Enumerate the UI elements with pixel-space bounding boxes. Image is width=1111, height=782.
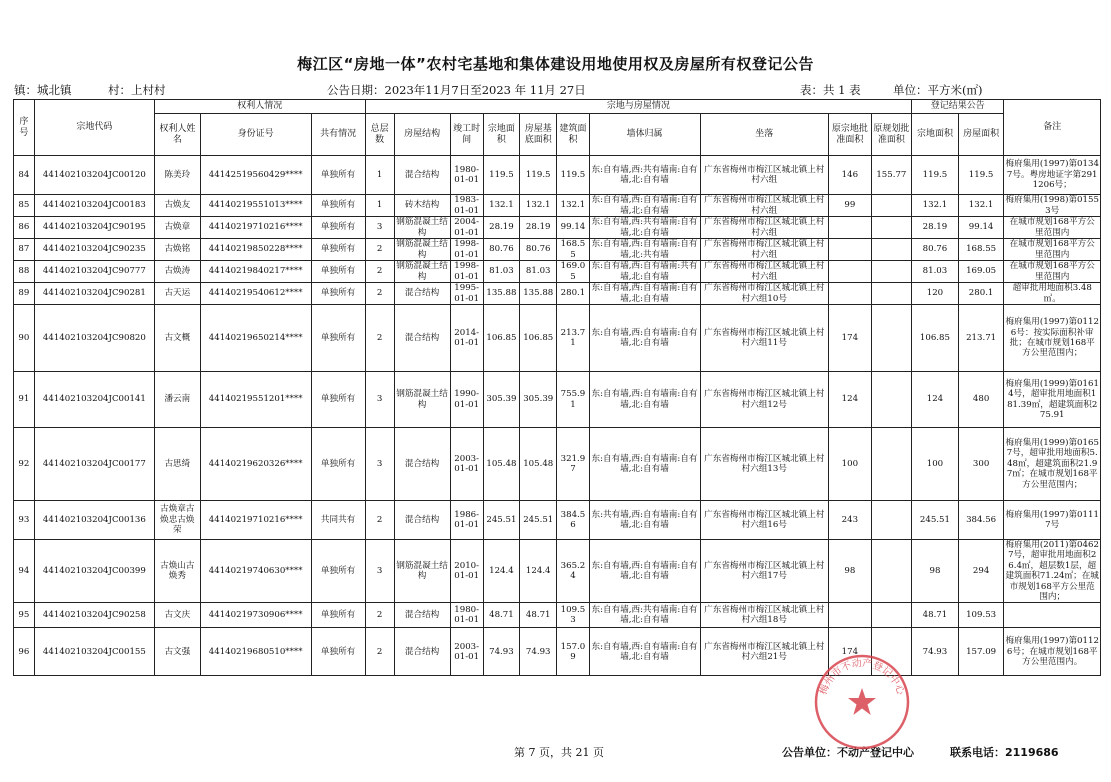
header-approved: 原宗地批准面积 (829, 114, 872, 156)
header-share: 共有情况 (311, 114, 365, 156)
cell-share: 单独所有 (311, 261, 365, 283)
cell-res-house: 99.14 (958, 217, 1004, 239)
cell-floors: 2 (365, 283, 394, 305)
cell-base-area: 81.03 (520, 261, 557, 283)
cell-base-area: 80.76 (520, 239, 557, 261)
cell-res-house: 384.56 (958, 501, 1004, 540)
cell-floors: 3 (365, 217, 394, 239)
cell-planned (871, 428, 912, 501)
cell-completed: 1986-01-01 (450, 501, 483, 540)
cell-share: 单独所有 (311, 628, 365, 676)
cell-land-area: 28.19 (483, 217, 519, 239)
cell-seq: 87 (14, 239, 35, 261)
cell-planned (871, 283, 912, 305)
cell-share: 单独所有 (311, 217, 365, 239)
cell-seq: 86 (14, 217, 35, 239)
cell-code: 441402103204JC90258 (34, 603, 154, 628)
header-build-area: 建筑面积 (557, 114, 589, 156)
cell-id: 44140219540612**** (200, 283, 311, 305)
cell-res-land: 245.51 (912, 501, 959, 540)
cell-res-land: 98 (912, 540, 959, 603)
cell-code: 441402103204JC90777 (34, 261, 154, 283)
cell-base-area: 106.85 (520, 305, 557, 372)
cell-approved: 243 (829, 501, 872, 540)
cell-floors: 2 (365, 305, 394, 372)
cell-owner: 古文强 (155, 628, 201, 676)
official-seal (812, 652, 912, 752)
header-remark: 备注 (1004, 100, 1101, 156)
cell-owner: 古焕章古焕忠古焕荣 (155, 501, 201, 540)
cell-land-area: 132.1 (483, 195, 519, 217)
cell-remark: 梅府集用(1997)第01347号。粤房地证字第2911206号； (1004, 156, 1101, 195)
cell-owner: 陈美玲 (155, 156, 201, 195)
cell-structure: 钢筋混凝土结构 (394, 540, 450, 603)
cell-land-area: 48.71 (483, 603, 519, 628)
table-row (14, 305, 1101, 372)
seal-star (848, 688, 876, 715)
cell-seq: 90 (14, 305, 35, 372)
cell-res-land: 124 (912, 372, 959, 428)
cell-planned (871, 603, 912, 628)
cell-structure: 混合结构 (394, 156, 450, 195)
cell-res-house: 157.09 (958, 628, 1004, 676)
cell-share: 单独所有 (311, 283, 365, 305)
cell-location: 广东省梅州市梅江区城北镇上村村六组 (700, 261, 829, 283)
cell-base-area: 48.71 (520, 603, 557, 628)
table-row (14, 239, 1101, 261)
cell-base-area: 105.48 (520, 428, 557, 501)
cell-res-house: 480 (958, 372, 1004, 428)
cell-res-land: 132.1 (912, 195, 959, 217)
cell-floors: 3 (365, 540, 394, 603)
cell-res-land: 80.76 (912, 239, 959, 261)
cell-structure: 混合结构 (394, 628, 450, 676)
table-row (14, 217, 1101, 239)
header-group-result: 登记结果公告 (912, 100, 1004, 114)
cell-base-area: 135.88 (520, 283, 557, 305)
cell-walls: 东:自有墙,西:共有墙南:自有墙,北:自有墙 (589, 217, 700, 239)
cell-code: 441402103204JC00155 (34, 628, 154, 676)
cell-code: 441402103204JC00399 (34, 540, 154, 603)
cell-res-land: 106.85 (912, 305, 959, 372)
cell-walls: 东:自有墙,西:自有墙南:自有墙,北:自有墙 (589, 628, 700, 676)
cell-share: 单独所有 (311, 540, 365, 603)
cell-id: 44140219850228**** (200, 239, 311, 261)
cell-res-house: 109.53 (958, 603, 1004, 628)
cell-seq: 84 (14, 156, 35, 195)
cell-code: 441402103204JC00183 (34, 195, 154, 217)
cell-remark: 在城市规划168平方公里范围内 (1004, 239, 1101, 261)
cell-approved (829, 239, 872, 261)
cell-build-area: 365.24 (557, 540, 589, 603)
cell-share: 单独所有 (311, 195, 365, 217)
cell-walls: 东:自有墙,西:自有墙南:自有墙,北:自有墙 (589, 283, 700, 305)
header-land-area: 宗地面积 (483, 114, 519, 156)
cell-owner: 古天运 (155, 283, 201, 305)
cell-location: 广东省梅州市梅江区城北镇上村村六组11号 (700, 305, 829, 372)
cell-structure: 混合结构 (394, 603, 450, 628)
cell-planned (871, 217, 912, 239)
cell-seq: 91 (14, 372, 35, 428)
cell-approved: 146 (829, 156, 872, 195)
cell-id: 44140219710216**** (200, 501, 311, 540)
cell-build-area: 321.97 (557, 428, 589, 501)
header-group-land: 宗地与房屋情况 (365, 100, 912, 114)
meta-date: 公告日期：2023年11月7日至2023 年 11月 27日 (327, 83, 586, 97)
cell-walls: 东:自有墙,西:自有墙南:自有墙,北:自有墙 (589, 540, 700, 603)
cell-remark: 在城市规划168平方公里范围内 (1004, 261, 1101, 283)
cell-walls: 东:共有墙,西:自有墙南:自有墙,北:自有墙 (589, 501, 700, 540)
header-location: 坐落 (700, 114, 829, 156)
header-res-land: 宗地面积 (912, 114, 959, 156)
cell-share: 单独所有 (311, 156, 365, 195)
cell-land-area: 305.39 (483, 372, 519, 428)
cell-location: 广东省梅州市梅江区城北镇上村村六组 (700, 239, 829, 261)
cell-floors: 2 (365, 239, 394, 261)
header-res-house: 房屋面积 (958, 114, 1004, 156)
cell-res-house: 168.55 (958, 239, 1004, 261)
cell-id: 44140219710216**** (200, 217, 311, 239)
cell-res-land: 74.93 (912, 628, 959, 676)
cell-location: 广东省梅州市梅江区城北镇上村村六组 (700, 217, 829, 239)
cell-seq: 92 (14, 428, 35, 501)
table-row (14, 156, 1101, 195)
cell-seq: 88 (14, 261, 35, 283)
header-walls: 墙体归属 (589, 114, 700, 156)
header-id: 身份证号 (200, 114, 311, 156)
cell-floors: 2 (365, 261, 394, 283)
meta-unit: 单位：平方米(㎡) (893, 83, 983, 97)
cell-res-house: 119.5 (958, 156, 1004, 195)
header-floors: 总层数 (365, 114, 394, 156)
header-seq: 序号 (14, 100, 35, 156)
cell-walls: 东:自有墙,西:自有墙南:自有墙,北:自有墙 (589, 428, 700, 501)
cell-completed: 1995-01-01 (450, 283, 483, 305)
cell-share: 单独所有 (311, 239, 365, 261)
cell-remark: 在城市规划168平方公里范围内 (1004, 217, 1101, 239)
cell-approved: 174 (829, 305, 872, 372)
cell-id: 44142519560429**** (200, 156, 311, 195)
cell-build-area: 384.56 (557, 501, 589, 540)
cell-completed: 1983-01-01 (450, 195, 483, 217)
cell-planned (871, 372, 912, 428)
cell-completed: 2010-01-01 (450, 540, 483, 603)
cell-id: 44140219620326**** (200, 428, 311, 501)
cell-id: 44140219551013**** (200, 195, 311, 217)
cell-res-land: 120 (912, 283, 959, 305)
cell-code: 441402103204JC00141 (34, 372, 154, 428)
header-structure: 房屋结构 (394, 114, 450, 156)
footer-phone: 联系电话：2119686 (950, 746, 1059, 759)
cell-planned (871, 239, 912, 261)
cell-walls: 东:自有墙,西:自有墙南:共有墙,北:自有墙 (589, 261, 700, 283)
cell-base-area: 28.19 (520, 217, 557, 239)
cell-walls: 东:自有墙,西:自有墙南:自有墙,北:自有墙 (589, 305, 700, 372)
table-row (14, 603, 1101, 628)
table-row (14, 540, 1101, 603)
cell-location: 广东省梅州市梅江区城北镇上村村六组10号 (700, 283, 829, 305)
cell-floors: 3 (365, 428, 394, 501)
seal-text: 梅州市不动产登记中心 (818, 658, 906, 697)
cell-location: 广东省梅州市梅江区城北镇上村村六组17号 (700, 540, 829, 603)
cell-build-area: 280.1 (557, 283, 589, 305)
table-row (14, 501, 1101, 540)
cell-id: 44140219730906**** (200, 603, 311, 628)
cell-seq: 94 (14, 540, 35, 603)
cell-floors: 2 (365, 628, 394, 676)
cell-code: 441402103204JC90235 (34, 239, 154, 261)
cell-location: 广东省梅州市梅江区城北镇上村村六组16号 (700, 501, 829, 540)
table-row (14, 283, 1101, 305)
cell-planned (871, 540, 912, 603)
cell-location: 广东省梅州市梅江区城北镇上村村六组13号 (700, 428, 829, 501)
page-title: 梅江区“房地一体”农村宅基地和集体建设用地使用权及房屋所有权登记公告 (297, 55, 814, 73)
cell-structure: 钢筋混凝土结构 (394, 372, 450, 428)
cell-res-house: 132.1 (958, 195, 1004, 217)
cell-code: 441402103204JC00177 (34, 428, 154, 501)
cell-res-house: 300 (958, 428, 1004, 501)
cell-floors: 2 (365, 501, 394, 540)
cell-owner: 潘云南 (155, 372, 201, 428)
cell-land-area: 119.5 (483, 156, 519, 195)
cell-build-area: 213.71 (557, 305, 589, 372)
cell-structure: 混合结构 (394, 501, 450, 540)
table-row (14, 428, 1101, 501)
cell-remark: 梅府集用(1999)第01614号，超审批用地面积181.39㎡，超建筑面积275.91 (1004, 372, 1101, 428)
cell-id: 44140219551201**** (200, 372, 311, 428)
cell-completed: 1998-01-01 (450, 239, 483, 261)
cell-res-house: 169.05 (958, 261, 1004, 283)
meta-village: 村：上村村 (108, 83, 166, 97)
cell-approved: 99 (829, 195, 872, 217)
cell-id: 44140219650214**** (200, 305, 311, 372)
cell-build-area: 755.91 (557, 372, 589, 428)
meta-town: 镇：城北镇 (14, 83, 72, 97)
cell-base-area: 132.1 (520, 195, 557, 217)
cell-approved: 98 (829, 540, 872, 603)
cell-remark: 梅府集用(1998)第01553号 (1005, 195, 1099, 216)
cell-structure: 砖木结构 (394, 195, 450, 217)
cell-floors: 1 (365, 156, 394, 195)
table-row (14, 372, 1101, 428)
cell-res-land: 48.71 (912, 603, 959, 628)
cell-completed: 2014-01-01 (450, 305, 483, 372)
cell-owner: 古思绮 (155, 428, 201, 501)
cell-location: 广东省梅州市梅江区城北镇上村村六组21号 (700, 628, 829, 676)
cell-approved: 174 (829, 628, 872, 676)
cell-seq: 96 (14, 628, 35, 676)
cell-build-area: 99.14 (557, 217, 589, 239)
cell-land-area: 80.76 (483, 239, 519, 261)
cell-floors: 1 (365, 195, 394, 217)
cell-planned (871, 195, 912, 217)
table-row (14, 195, 1101, 217)
header-completed: 竣工时间 (450, 114, 483, 156)
cell-owner: 古焕山古焕秀 (155, 540, 201, 603)
cell-code: 441402103204JC00120 (34, 156, 154, 195)
table-row (14, 628, 1101, 676)
cell-build-area: 132.1 (557, 195, 589, 217)
cell-walls: 东:自有墙,西:共有墙南:自有墙,北:自有墙 (589, 156, 700, 195)
cell-completed: 2004-01-01 (450, 217, 483, 239)
cell-location: 广东省梅州市梅江区城北镇上村村六组18号 (700, 603, 829, 628)
cell-planned (871, 305, 912, 372)
cell-approved (829, 261, 872, 283)
cell-floors: 2 (365, 603, 394, 628)
cell-completed: 1980-01-01 (450, 156, 483, 195)
cell-land-area: 74.93 (483, 628, 519, 676)
cell-build-area: 168.55 (557, 239, 589, 261)
cell-id: 44140219740630**** (200, 540, 311, 603)
cell-res-land: 28.19 (912, 217, 959, 239)
cell-build-area: 119.5 (557, 156, 589, 195)
cell-completed: 2003-01-01 (450, 428, 483, 501)
page-number: 第 7 页，共 21 页 (514, 746, 604, 759)
cell-remark: 超审批用地面积3.48㎡。 (1004, 283, 1101, 305)
cell-share: 单独所有 (311, 372, 365, 428)
cell-walls: 东:自有墙,西:自有墙南:自有墙,北:共有墙 (589, 239, 700, 261)
header-group-owner: 权利人情况 (155, 100, 366, 114)
meta-table-no: 表：共 1 表 (800, 83, 861, 97)
cell-floors: 3 (365, 372, 394, 428)
cell-base-area: 124.4 (520, 540, 557, 603)
cell-structure: 混合结构 (394, 305, 450, 372)
cell-base-area: 74.93 (520, 628, 557, 676)
cell-structure: 钢筋混凝土结构 (394, 239, 450, 261)
cell-seq: 89 (14, 283, 35, 305)
cell-id: 44140219840217**** (200, 261, 311, 283)
cell-planned (871, 261, 912, 283)
cell-remark (1004, 603, 1101, 628)
header-owner: 权利人姓名 (155, 114, 201, 156)
cell-share: 单独所有 (311, 428, 365, 501)
cell-res-land: 81.03 (912, 261, 959, 283)
cell-planned: 155.77 (871, 156, 912, 195)
cell-res-house: 280.1 (958, 283, 1004, 305)
cell-res-land: 119.5 (912, 156, 959, 195)
cell-completed: 2003-01-01 (450, 628, 483, 676)
cell-owner: 古焕友 (155, 195, 201, 217)
cell-id: 44140219680510**** (200, 628, 311, 676)
cell-base-area: 305.39 (520, 372, 557, 428)
cell-base-area: 119.5 (520, 156, 557, 195)
cell-code: 441402103204JC90195 (34, 217, 154, 239)
cell-land-area: 106.85 (483, 305, 519, 372)
registration-table (13, 99, 1101, 676)
cell-owner: 古文概 (155, 305, 201, 372)
cell-code: 441402103204JC90281 (34, 283, 154, 305)
cell-land-area: 81.03 (483, 261, 519, 283)
cell-seq: 93 (14, 501, 35, 540)
cell-res-land: 100 (912, 428, 959, 501)
cell-share: 共同共有 (311, 501, 365, 540)
cell-land-area: 135.88 (483, 283, 519, 305)
cell-code: 441402103204JC90820 (34, 305, 154, 372)
cell-code: 441402103204JC00136 (34, 501, 154, 540)
cell-approved (829, 603, 872, 628)
cell-completed: 1998-01-01 (450, 261, 483, 283)
cell-remark: 梅府集用(1997)第01126号：按实际面积补审批；在城市规划168平方公里范围内； (1004, 305, 1101, 372)
cell-land-area: 124.4 (483, 540, 519, 603)
cell-location: 广东省梅州市梅江区城北镇上村村六组 (700, 195, 829, 217)
cell-structure: 混合结构 (394, 428, 450, 501)
cell-structure: 混合结构 (394, 283, 450, 305)
cell-res-house: 213.71 (958, 305, 1004, 372)
cell-build-area: 169.05 (557, 261, 589, 283)
cell-remark: 梅府集用(1997)第01126号；在城市规划168平方公里范围内。 (1004, 628, 1101, 676)
cell-share: 单独所有 (311, 603, 365, 628)
cell-owner: 古焕铭 (155, 239, 201, 261)
cell-approved (829, 283, 872, 305)
cell-land-area: 105.48 (483, 428, 519, 501)
cell-location: 广东省梅州市梅江区城北镇上村村六组12号 (700, 372, 829, 428)
cell-approved (829, 217, 872, 239)
header-planned: 原规划批准面积 (871, 114, 912, 156)
cell-base-area: 245.51 (520, 501, 557, 540)
cell-structure: 钢筋混凝土结构 (394, 261, 450, 283)
cell-walls: 东:自有墙,西:共有墙南:自有墙,北:自有墙 (589, 603, 700, 628)
cell-walls: 东:自有墙,西:自有墙南:自有墙,北:自有墙 (589, 195, 700, 217)
cell-build-area: 109.53 (557, 603, 589, 628)
cell-planned (871, 501, 912, 540)
cell-approved: 124 (829, 372, 872, 428)
cell-completed: 1990-01-01 (450, 372, 483, 428)
header-base-area: 房屋基底面积 (520, 114, 557, 156)
cell-owner: 古文庆 (155, 603, 201, 628)
cell-share: 单独所有 (311, 305, 365, 372)
cell-remark: 梅府集用(2011)第04627号，超审批用地面积26.4㎡，超层数1层，超建筑面积71.24㎡；在城市规划168平方公里范围内； (1005, 540, 1099, 603)
cell-owner: 古焕涛 (155, 261, 201, 283)
cell-completed: 1980-01-01 (450, 603, 483, 628)
cell-res-house: 294 (958, 540, 1004, 603)
cell-build-area: 157.09 (557, 628, 589, 676)
footer-publisher: 公告单位：不动产登记中心 (782, 746, 914, 759)
cell-remark: 梅府集用(1997)第01117号 (1004, 501, 1101, 540)
cell-land-area: 245.51 (483, 501, 519, 540)
cell-location: 广东省梅州市梅江区城北镇上村村六组 (700, 156, 829, 195)
header-code: 宗地代码 (34, 100, 154, 156)
cell-walls: 东:自有墙,西:自有墙南:自有墙,北:自有墙 (589, 372, 700, 428)
cell-approved: 100 (829, 428, 872, 501)
cell-seq: 95 (14, 603, 35, 628)
cell-owner: 古焕章 (155, 217, 201, 239)
cell-seq: 85 (14, 195, 35, 217)
table-row (14, 261, 1101, 283)
cell-structure: 钢筋混凝土结构 (394, 217, 450, 239)
cell-remark: 梅府集用(1999)第01657号，超审批用地面积5.48㎡，超建筑面积21.97㎡；在城市规划168平方公里范围内； (1004, 428, 1101, 501)
